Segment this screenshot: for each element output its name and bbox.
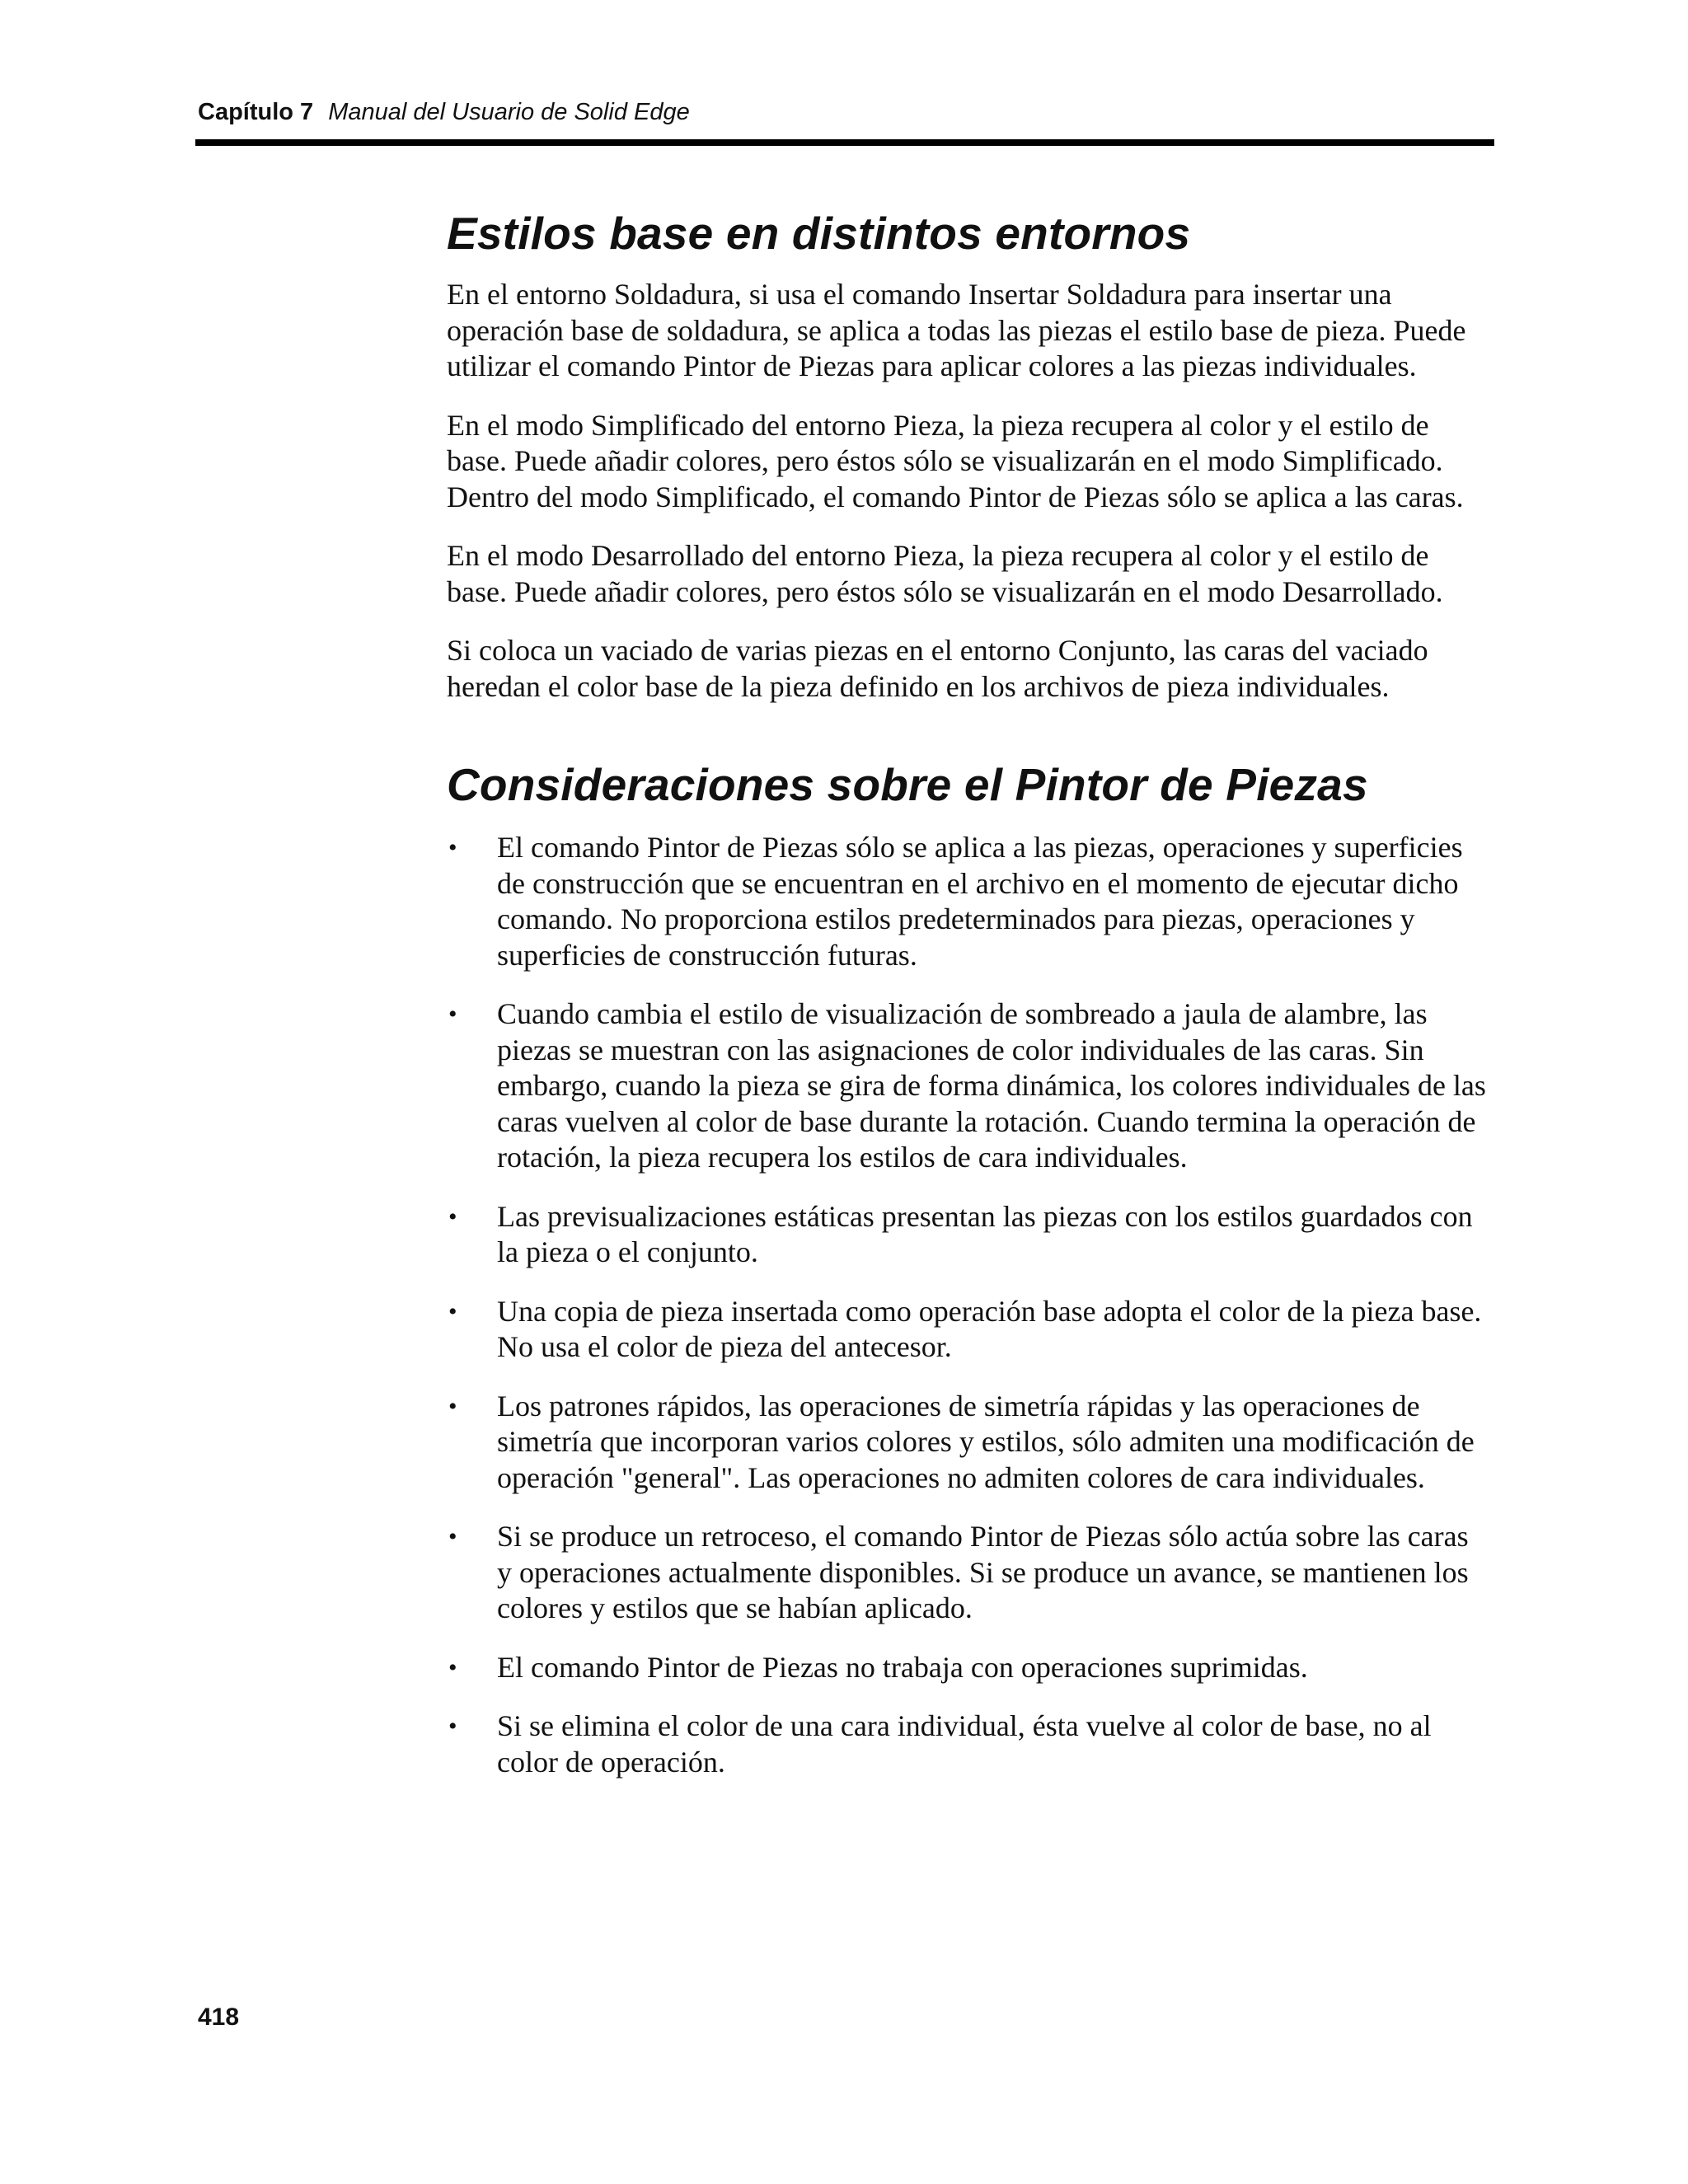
list-item-text: El comando Pintor de Piezas no trabaja con operaciones suprimidas.: [497, 1650, 1308, 1684]
list-item-text: Una copia de pieza insertada como operación base adopta el color de la pieza base. No usa el color de pieza del antecesor.: [497, 1294, 1482, 1363]
list-item-text: Si se produce un retroceso, el comando Pintor de Piezas sólo actúa sobre las caras y operaciones actualmente disponibles. Si se produce un avance, se mantienen los colores y estilos que se habían aplicado.: [497, 1520, 1469, 1624]
list-item-text: Los patrones rápidos, las operaciones de simetría rápidas y las operaciones de simetría que incorporan varios colores y estilos, sólo admiten una modificación de operación "general". Las operaciones no admiten colores de cara individuales.: [497, 1389, 1475, 1494]
bullet-icon: •: [448, 1001, 457, 1028]
bullet-icon: •: [448, 834, 457, 861]
bullet-icon: •: [448, 1653, 457, 1681]
paragraph: Si coloca un vaciado de varias piezas en el entorno Conjunto, las caras del vaciado heredan el color base de la pieza definido en los archivos de pieza individuales.: [447, 634, 1428, 703]
list-item: [447, 1389, 1489, 1497]
section-heading-base-styles: Estilos base en distintos entornos: [447, 208, 1191, 259]
list-item: [447, 1650, 1489, 1686]
section-heading-part-painter: Consideraciones sobre el Pintor de Piezas: [447, 759, 1368, 810]
header-rule: [195, 139, 1494, 146]
page-number: 418: [198, 2004, 240, 2031]
list-item-text: Las previsualizaciones estáticas presentan las piezas con los estilos guardados con la pieza o el conjunto.: [497, 1199, 1473, 1268]
bullet-icon: •: [448, 1202, 457, 1230]
paragraph: En el modo Desarrollado del entorno Pieza, la pieza recupera al color y el estilo de base. Puede añadir colores, pero éstos sólo se visualizarán en el modo Desarrollado.: [447, 539, 1443, 608]
bullet-icon: •: [448, 1392, 457, 1420]
considerations-list: [447, 830, 1498, 1780]
list-item: [447, 996, 1489, 1176]
list-item: [447, 830, 1489, 973]
bullet-icon: •: [448, 1297, 457, 1325]
page-content: [447, 206, 1498, 1803]
manual-title: Manual del Usuario de Solid Edge: [328, 99, 690, 125]
list-item: [447, 1708, 1489, 1780]
list-item: [447, 1519, 1489, 1627]
list-item-text: Cuando cambia el estilo de visualización de sombreado a jaula de alambre, las piezas se muestran con las asignaciones de color individuales de las caras. Sin embargo, cuando la pieza se gira de forma dinámica, los colores individuales de las caras vuelven al color de base durante la rotación. Cuando termina la operación de rotación, la pieza recupera los estilos de cara individuales.: [497, 997, 1486, 1174]
bullet-icon: •: [448, 1523, 457, 1550]
chapter-label: Capítulo 7: [198, 99, 314, 125]
paragraph: En el modo Simplificado del entorno Pieza, la pieza recupera al color y el estilo de base. Puede añadir colores, pero éstos sólo se visualizarán en el modo Simplificado. Dentro del modo Simplificado, el comando Pintor de Piezas sólo se aplica a las caras.: [447, 408, 1464, 513]
list-item-text: El comando Pintor de Piezas sólo se aplica a las piezas, operaciones y superficies de construcción que se encuentran en el archivo en el momento de ejecutar dicho comando. No proporciona estilos predeterminados para piezas, operaciones y superficies de construcción futuras.: [497, 831, 1463, 972]
list-item-text: Si se elimina el color de una cara individual, ésta vuelve al color de base, no al color de operación.: [497, 1709, 1432, 1779]
running-header: [198, 97, 690, 127]
paragraph: En el entorno Soldadura, si usa el comando Insertar Soldadura para insertar una operación base de soldadura, se aplica a todas las piezas el estilo base de pieza. Puede utilizar el comando Pintor de Piezas para aplicar colores a las piezas individuales.: [447, 278, 1466, 382]
list-item: [447, 1294, 1489, 1366]
bullet-icon: •: [448, 1713, 457, 1740]
list-item: [447, 1199, 1489, 1271]
